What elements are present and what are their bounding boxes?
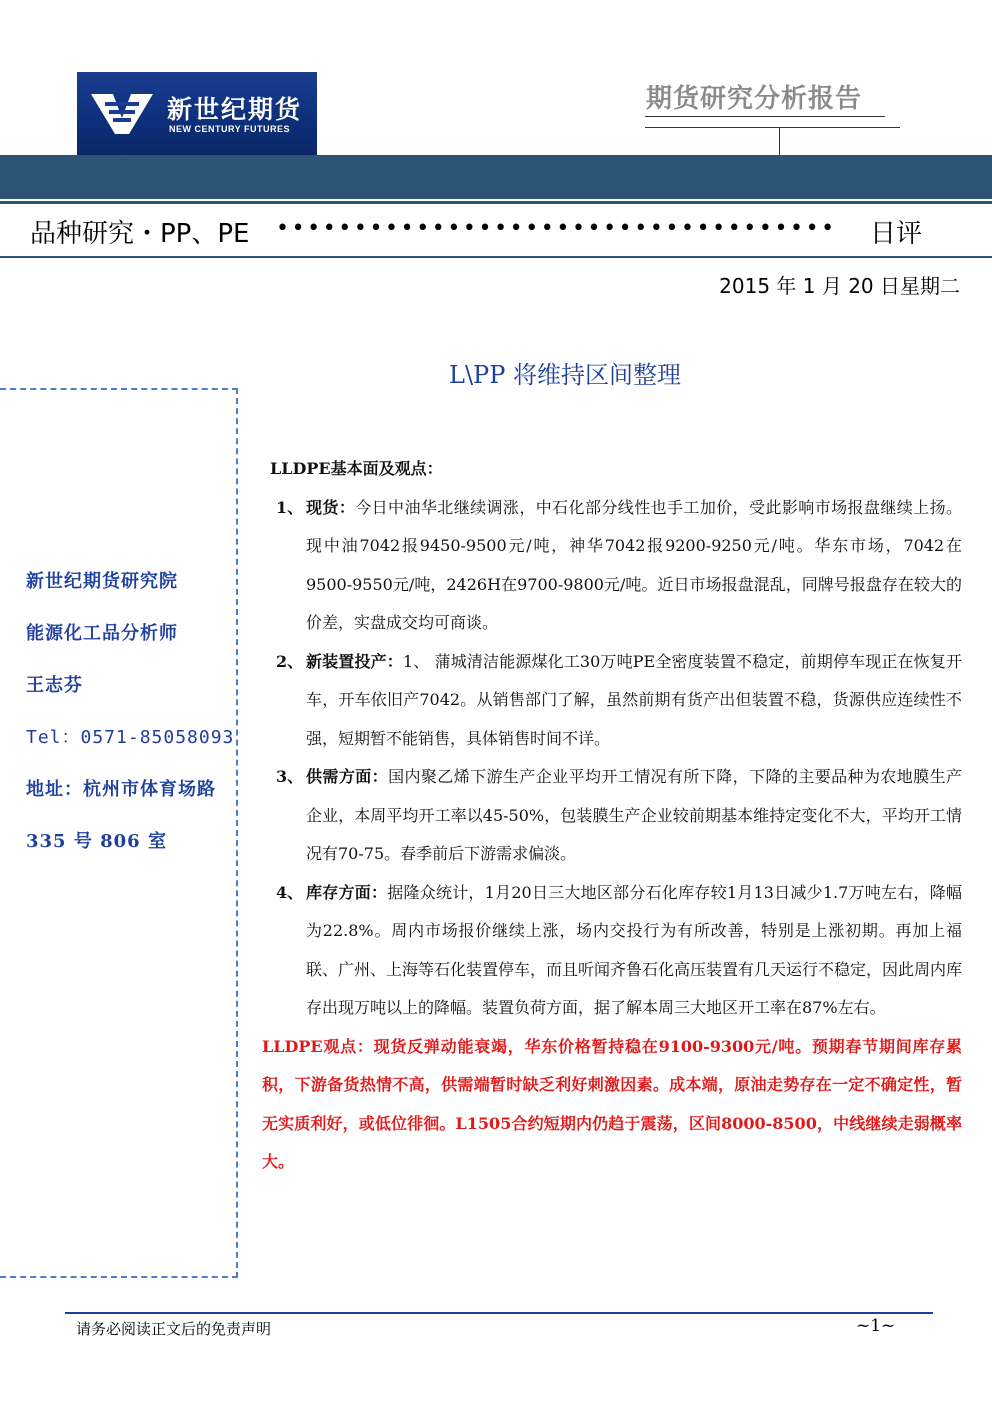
dot-leader: •••••••••••••••••••••••••••••••••••• <box>276 216 837 241</box>
item-label: 库存方面： <box>306 882 388 902</box>
item-label: 现货： <box>306 497 356 517</box>
article-headline: L\PP 将维持区间整理 <box>449 361 681 389</box>
footer-disclaimer: 请务必阅读正文后的免责声明 <box>76 1320 272 1338</box>
item-text: 今日中油华北继续调涨，中石化部分线性也手工加价，受此影响市场报盘继续上扬。现中油7042报9450-9500元/吨，神华7042报9200-9250元/吨。华东市场，7042在9500-9550元/吨，2426H在9700-9800元/吨。近日市场报盘混乱，同牌号报盘存在较大的价差，实盘成交均可商谈。 <box>306 497 962 632</box>
title-rule <box>645 116 885 117</box>
header-band <box>0 155 992 199</box>
section-title: LLDPE基本面及观点： <box>270 459 443 478</box>
logo-english-name: NEW CENTURY FUTURES <box>169 124 291 134</box>
sidebar-role: 能源化工品分析师 <box>26 623 178 644</box>
logo-emblem-icon <box>91 92 153 136</box>
title-rule-lower <box>645 127 900 128</box>
item-label: 新装置投产： <box>306 651 403 671</box>
item-text: 据隆众统计，1月20日三大地区部分石化库存较1月13日减少1.7万吨左右，降幅为22.8%。周内市场报价继续上涨，场内交投行为有所改善，特别是上涨初期。再加上福联、广州、上海等石化装置停车，而且听闻齐鲁石化高压装置有几天运行不稳定，因此周内库存出现万吨以上的降幅。装置负荷方面，据了解本周三大地区开工率在87%左右。 <box>306 882 963 1017</box>
sidebar-analyst-name: 王志芬 <box>26 675 83 696</box>
item-number: 2、 <box>276 651 304 671</box>
sidebar-address-2: 335 号 806 室 <box>26 831 167 852</box>
list-item <box>262 758 962 874</box>
report-date: 2015 年 1 月 20 日星期二 <box>719 274 960 298</box>
research-category: 品种研究・PP、PE <box>30 219 250 249</box>
header-band-line <box>0 201 992 204</box>
sidebar-phone: Tel：0571-85058093 <box>26 727 235 748</box>
sidebar-address-1: 地址：杭州市体育场路 <box>26 779 216 800</box>
item-number: 3、 <box>276 767 304 786</box>
item-number: 4、 <box>276 882 304 902</box>
logo-chinese-name: 新世纪期货 <box>167 95 303 124</box>
main-content <box>262 450 962 1182</box>
footer-rule <box>65 1312 933 1314</box>
title-tick <box>779 128 780 155</box>
item-label: 供需方面： <box>306 767 389 786</box>
list-item <box>262 643 962 759</box>
list-item <box>262 489 962 643</box>
report-type: 日评 <box>870 219 923 249</box>
lldpe-view-paragraph: LLDPE观点：现货反弹动能衰竭，华东价格暂持稳在9100-9300元/吨。预期春节期间库存累积，下游备货热情不高，供需端暂时缺乏利好刺激因素。成本端，原油走势存在一定不确定性，暂无实质利好，或低位徘徊。L1505合约短期内仍趋于震荡，区间8000-8500，中线继续走弱概率大。 <box>262 1036 962 1171</box>
report-title: 期货研究分析报告 <box>646 84 863 114</box>
item-text: 国内聚乙烯下游生产企业平均开工情况有所下降，下降的主要品种为农地膜生产企业，本周平均开工率以45-50%，包装膜生产企业较前期基本维持定变化不大，平均开工情况有70-75。春季前后下游需求偏淡。 <box>306 767 962 863</box>
sidebar-institute: 新世纪期货研究院 <box>26 571 178 592</box>
item-text: 1、 蒲城清洁能源煤化工30万吨PE全密度装置不稳定，前期停车现正在恢复开车，开车依旧产7042。从销售部门了解，虽然前期有货产出但装置不稳，货源供应连续性不强，短期暂不能销售，具体销售时间不详。 <box>306 651 962 748</box>
company-logo <box>77 72 317 156</box>
list-item <box>262 874 962 1028</box>
page-number: ~1~ <box>856 1316 896 1336</box>
banner-bottom-rule <box>0 256 992 258</box>
item-number: 1、 <box>276 497 304 517</box>
